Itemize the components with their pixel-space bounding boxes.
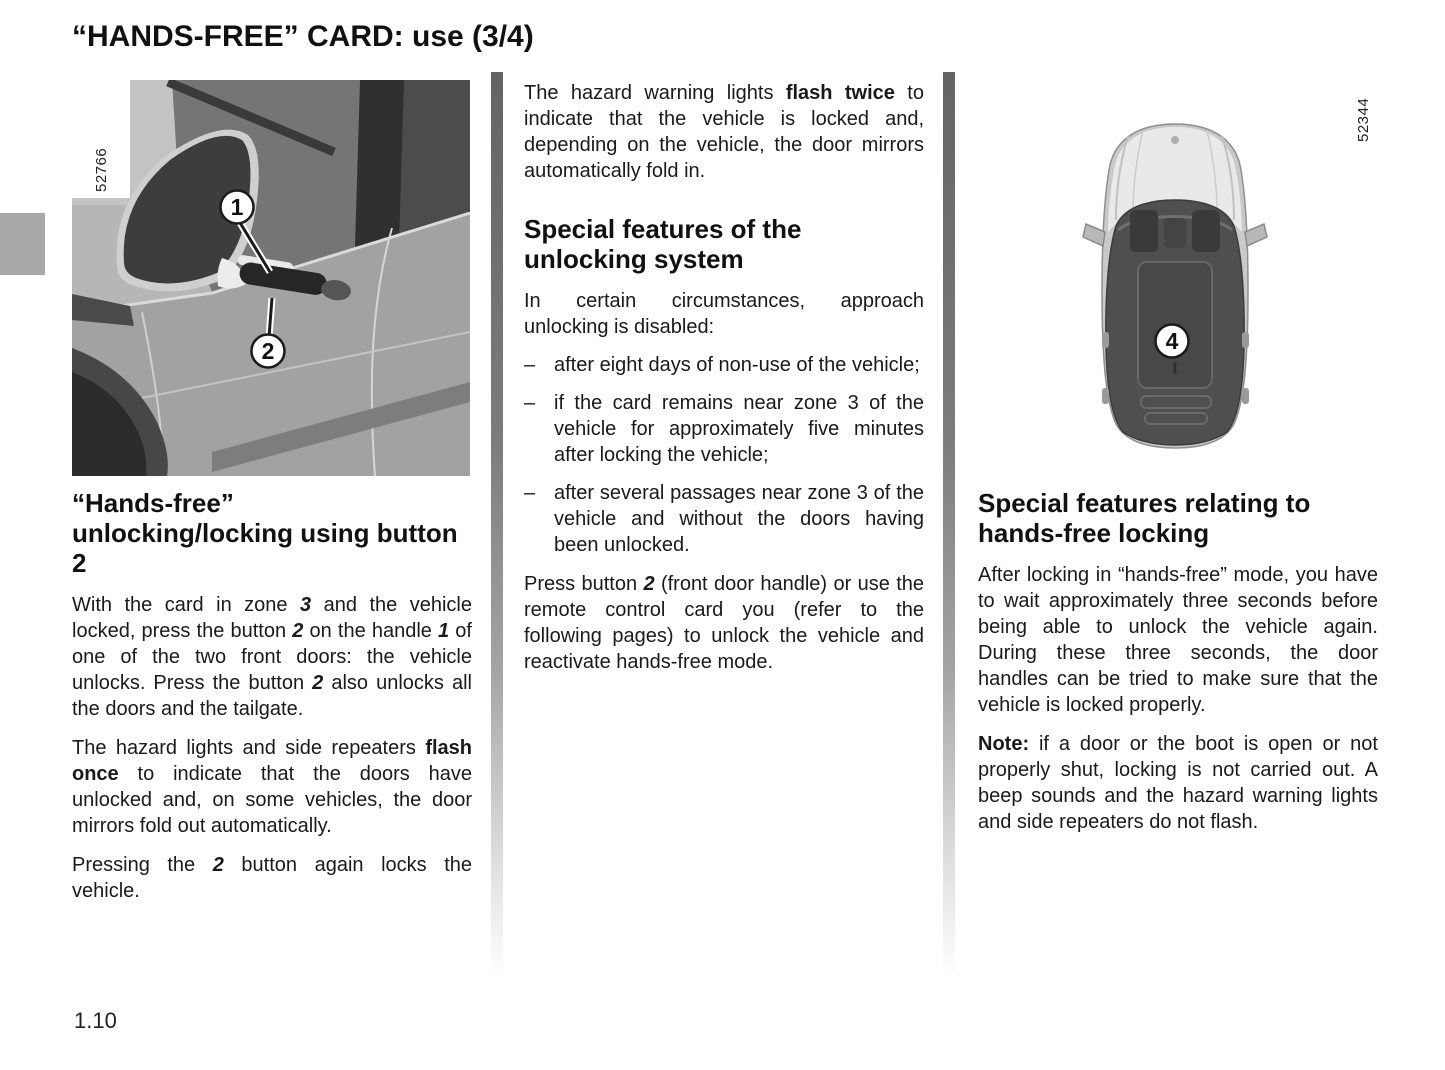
left-paragraph-1: With the card in zone 3 and the vehicle locked, press the button 2 on the handle 1 of one of the two front doors: the vehicle unlocks. Press the button 2 also unlocks all the doors and the tailgate. — [72, 594, 472, 720]
right-paragraph-2: Note: if a door or the boot is open or not properly shut, locking is not carried out. A beep sounds and the hazard warning lights and side repeaters do not flash. — [978, 733, 1378, 833]
left-paragraph-2: The hazard lights and side repeaters flash once to indicate that the doors have unlocked and, on some vehicles, the door mirrors fold out automatically. — [72, 737, 472, 837]
page-number: 1.10 — [74, 1008, 117, 1033]
figure-id-52344: 52344 — [1355, 97, 1372, 142]
column-divider-right — [943, 72, 955, 997]
bullet-dash: – — [524, 482, 536, 504]
svg-text:4: 4 — [1165, 328, 1179, 354]
left-paragraph-3: Pressing the 2 button again locks the vehicle. — [72, 854, 472, 902]
bullet-item-1: – after eight days of non-use of the vehicle; — [524, 354, 920, 376]
bullet-dash: – — [524, 392, 536, 414]
column-left — [72, 80, 472, 904]
callout-1 — [221, 191, 254, 224]
svg-text:2: 2 — [261, 338, 275, 364]
column-right — [978, 80, 1378, 835]
door-handle-illustration — [72, 80, 470, 476]
right-heading: Special features relating to hands-free locking — [978, 488, 1311, 548]
car-top-illustration — [978, 80, 1394, 476]
page-title: “HANDS-FREE” CARD: use (3/4) — [72, 20, 534, 53]
bullet-dash: – — [524, 354, 536, 376]
section-tab-marker — [0, 213, 45, 275]
middle-paragraph-2: Press button 2 (front door handle) or use the remote control card you (refer to the following pages) to unlock the vehicle and reactivate hands-free mode. — [524, 573, 924, 673]
middle-paragraph-1: The hazard warning lights flash twice to indicate that the vehicle is locked and, depending on the vehicle, the door mirrors automatically fold in. — [524, 82, 924, 182]
middle-heading: Special features of the unlocking system — [524, 214, 802, 274]
right-paragraph-1: After locking in “hands-free” mode, you have to wait approximately three seconds before being able to unlock the vehicle again. During these three seconds, the door handles can be tried to make sure that the vehicle is locked properly. — [978, 564, 1378, 716]
callout-4 — [1156, 325, 1189, 358]
bullet-item-2: – if the card remains near zone 3 of the vehicle for approximately five minutes after locking the vehicle; — [524, 392, 924, 466]
svg-text:1: 1 — [230, 194, 244, 220]
figure-id-52766: 52766 — [93, 147, 110, 192]
callout-2 — [252, 335, 285, 368]
left-heading: “Hands-free” unlocking/locking using button 2 — [72, 488, 458, 578]
column-middle — [524, 80, 924, 675]
car-top-figure — [978, 80, 1378, 476]
column-divider-left — [491, 72, 503, 997]
middle-intro: In certain circumstances, approach unlocking is disabled: — [524, 290, 924, 338]
bullet-item-3: – after several passages near zone 3 of the vehicle and without the doors having been unlocked. — [524, 482, 924, 556]
door-handle-figure — [72, 80, 472, 476]
